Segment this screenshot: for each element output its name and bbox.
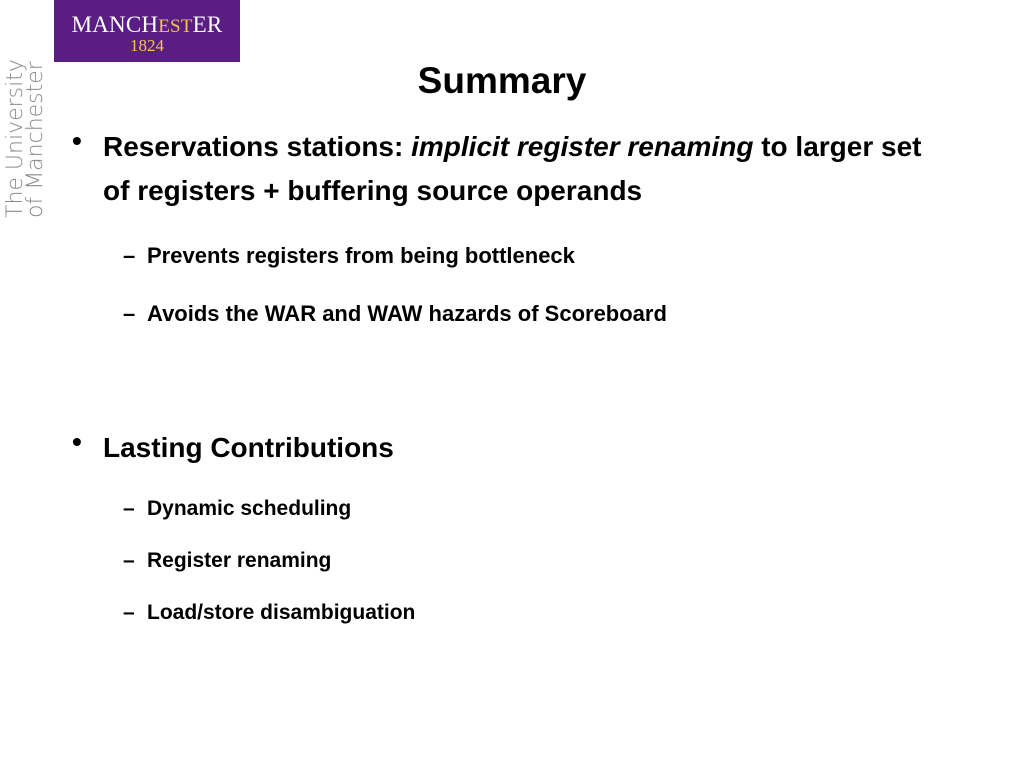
sub-item-dynamic-scheduling: – Dynamic scheduling (123, 497, 352, 520)
bullet-dot: • (72, 125, 82, 156)
bullet-emphasis: implicit register renaming (411, 131, 754, 162)
university-side-text: The University of Manchester (3, 59, 48, 218)
bullet-text: Lasting Contributions (103, 432, 394, 463)
sub-item-load-store: – Load/store disambiguation (123, 601, 416, 624)
bullet-lasting-contributions (72, 426, 952, 470)
slide-title: Summary (417, 60, 587, 101)
bullet-reservation-stations (72, 125, 952, 213)
university-logo (54, 0, 240, 62)
sub-item-register-renaming: – Register renaming (123, 549, 332, 572)
sub-item-avoids: – Avoids the WAR and WAW hazards of Scoreboard (123, 301, 667, 326)
logo-year: 1824 (130, 36, 164, 55)
bullet-text: Reservations stations: implicit register renaming to larger set of registers + buffering source operands (103, 131, 922, 206)
bullet-dot: • (72, 426, 82, 457)
sub-item-prevents: – Prevents registers from being bottleneck (123, 243, 575, 268)
logo-wordmark: MANCHESTER (71, 12, 223, 37)
